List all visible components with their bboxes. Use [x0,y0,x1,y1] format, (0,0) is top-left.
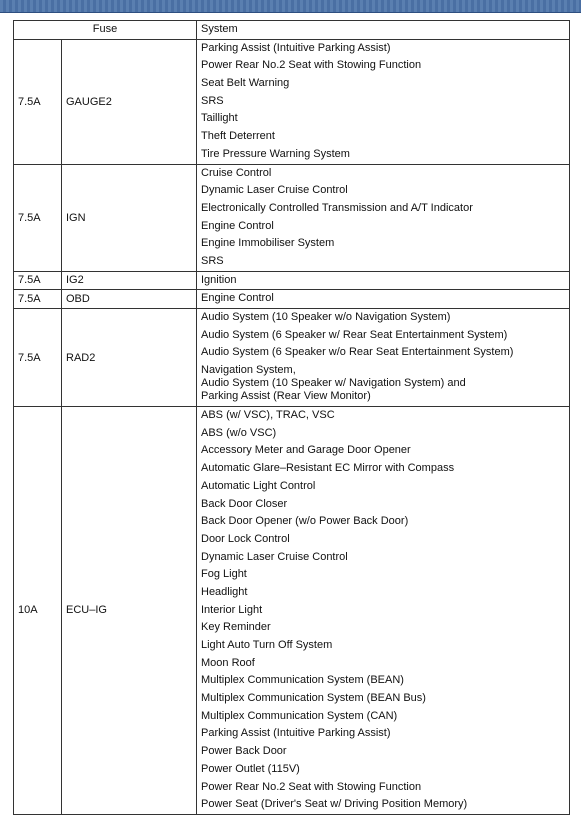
system-item: Power Outlet (115V) [201,762,300,775]
fuse-column-header: Fuse [14,21,197,40]
system-item: Engine Control [201,292,274,305]
system-item: Power Back Door [201,745,287,758]
system-item: Multiplex Communication System (CAN) [201,709,398,722]
system-list [197,164,570,271]
system-item: Power Seat (Driver's Seat w/ Driving Position Memory) [201,798,468,811]
system-list [197,407,570,815]
system-item: Parking Assist (Intuitive Parking Assist) [201,727,391,740]
system-item: Engine Control [201,219,274,232]
table-row [14,271,570,290]
system-item: Automatic Glare–Resistant EC Mirror with Compass [201,462,455,475]
system-item: Moon Roof [201,656,255,669]
system-list [197,290,570,309]
fuse-name: IGN [62,164,197,271]
fuse-name: IG2 [62,271,197,290]
system-item: Light Auto Turn Off System [201,639,333,652]
system-item: Key Reminder [201,621,271,634]
system-item: Electronically Controlled Transmission and A/T Indicator [201,201,473,214]
system-item-line: Parking Assist (Rear View Monitor) [201,390,371,403]
table-row [14,164,570,271]
system-item: Multiplex Communication System (BEAN) [201,674,404,687]
system-item: Audio System (6 Speaker w/ Rear Seat Entertainment System) [201,328,508,341]
system-list [197,271,570,290]
table-row [14,39,570,164]
system-item: Seat Belt Warning [201,77,290,90]
system-item: Back Door Opener (w/o Power Back Door) [201,515,409,528]
system-item: SRS [201,94,224,107]
system-item: Accessory Meter and Garage Door Opener [201,444,411,457]
system-item: Interior Light [201,603,263,616]
system-item: Dynamic Laser Cruise Control [201,184,348,197]
header-bar [0,0,581,13]
system-item: Cruise Control [201,166,272,179]
fuse-rating: 7.5A [14,164,62,271]
system-item: Dynamic Laser Cruise Control [201,550,348,563]
table-header-row [14,21,570,40]
table-row [14,290,570,309]
system-item: Back Door Closer [201,497,288,510]
table-row [14,309,570,407]
system-item: Ignition [201,273,237,286]
fuse-name: OBD [62,290,197,309]
system-list [197,39,570,164]
fuse-rating: 7.5A [14,309,62,407]
system-item: Power Rear No.2 Seat with Stowing Function [201,780,422,793]
system-item: Engine Immobiliser System [201,237,335,250]
fuse-rating: 7.5A [14,39,62,164]
system-item: Tire Pressure Warning System [201,147,350,160]
system-item: Door Lock Control [201,532,290,545]
system-item-multiline [201,362,569,406]
table-row [14,407,570,815]
fuse-rating: 10A [14,407,62,815]
system-item: Multiplex Communication System (BEAN Bus) [201,692,426,705]
fuse-rating: 7.5A [14,290,62,309]
system-item: Taillight [201,112,238,125]
system-list [197,309,570,407]
system-item: Fog Light [201,568,247,581]
system-item: Audio System (10 Speaker w/o Navigation System) [201,311,451,324]
fuse-name: RAD2 [62,309,197,407]
system-item-line: Navigation System, [201,364,296,377]
system-item: ABS (w/ VSC), TRAC, VSC [201,409,335,422]
fuse-name: ECU–IG [62,407,197,815]
system-item: Power Rear No.2 Seat with Stowing Function [201,59,422,72]
system-item: Headlight [201,585,248,598]
fuse-table [13,20,570,815]
fuse-rating: 7.5A [14,271,62,290]
fuse-name: GAUGE2 [62,39,197,164]
system-item: Theft Deterrent [201,130,275,143]
system-item: Audio System (6 Speaker w/o Rear Seat Entertainment System) [201,346,514,359]
system-item: Automatic Light Control [201,479,316,492]
system-item: Parking Assist (Intuitive Parking Assist) [201,41,391,54]
system-item: ABS (w/o VSC) [201,426,277,439]
system-item: SRS [201,254,224,267]
system-item-line: Audio System (10 Speaker w/ Navigation System) and [201,377,466,390]
system-column-header: System [197,21,570,40]
